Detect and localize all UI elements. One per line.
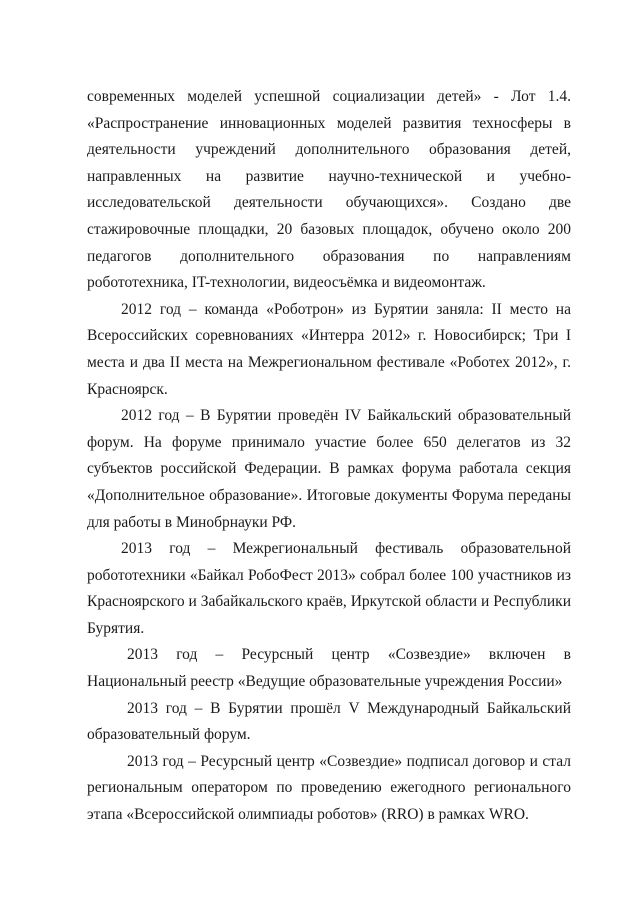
paragraph-2013-rro: 2013 год – Ресурсный центр «Созвездие» подписал договор и стал региональным оператором по проведению ежегодного регионального этапа «Всероссийской олимпиады роботов» (RRO) в рамках WRO. [87, 752, 571, 824]
document-body [87, 84, 571, 829]
paragraph-2013-registry: 2013 год – Ресурсный центр «Созвездие» включен в Национальный реестр «Ведущие образовательные учреждения России» [87, 646, 571, 691]
paragraph-2013-forum: 2013 год – В Бурятии прошёл V Международный Байкальский образовательный форум. [87, 699, 571, 744]
paragraph-lot-continuation: современных моделей успешной социализации детей» - Лот 1.4. «Распространение инновационных моделей развития техносферы в деятельности учреждений дополнительного образования детей, направленных на развитие научно-технической и учебно-исследовательской деятельности обучающихся». Создано две стажировочные площадки, 20 базовых площадок, обучено около 200 педагогов дополнительного образования по направлениям робототехника, IT-технологии, видеосъёмка и видеомонтаж. [87, 88, 571, 292]
paragraph-2012-forum: 2012 год – В Бурятии проведён IV Байкальский образовательный форум. На форуме принимало участие более 650 делегатов из 32 субъектов российской Федерации. В рамках форума работала секция «Дополнительное образование». Итоговые документы Форума переданы для работы в Минобрнауки РФ. [87, 407, 571, 531]
paragraph-2012-robotron: 2012 год – команда «Роботрон» из Бурятии заняла: II место на Всероссийских соревнованиях «Интерра 2012» г. Новосибирск; Три I места и два II места на Межрегиональном фестивале «Роботех 2012», г. Красноярск. [87, 300, 571, 398]
paragraph-2013-robofest: 2013 год – Межрегиональный фестиваль образовательной робототехники «Байкал РобоФест 2013» собрал более 100 участников из Красноярского и Забайкальского краёв, Иркутской области и Республики Бурятия. [87, 540, 571, 637]
